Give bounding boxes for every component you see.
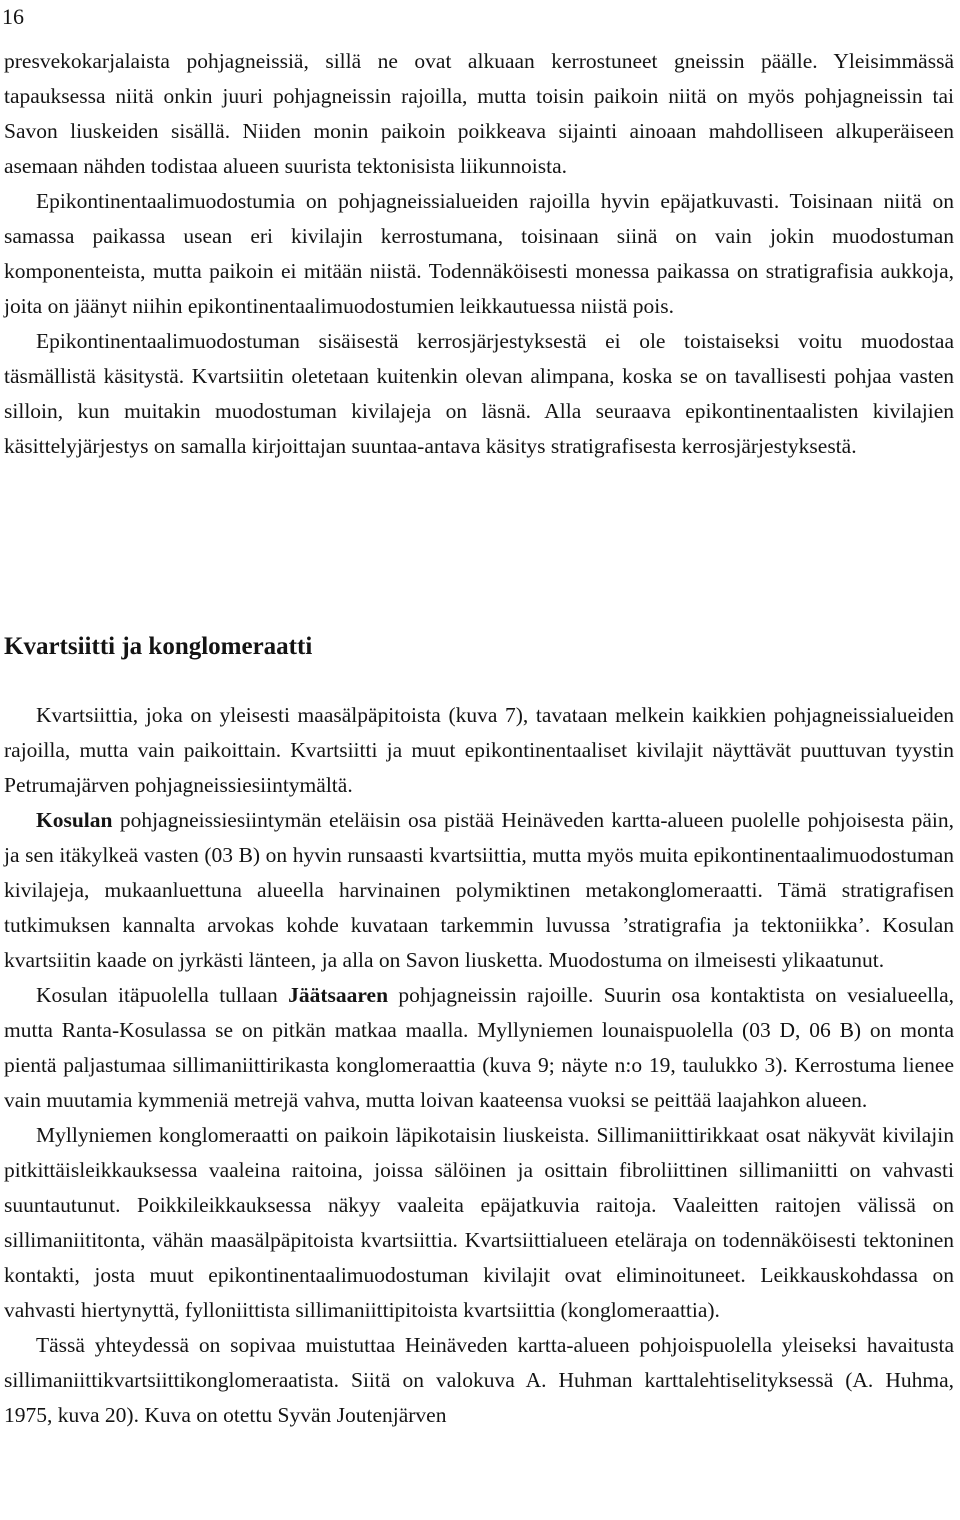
intro-paragraph-1: presvekokarjalaista pohjagneissiä, sillä ne ovat alkuaan kerrostuneet gneissin päälle. Yleisimmässä tapauksessa niitä onkin juuri pohjagneissin rajoilla, mutta toisin paikoin niitä on myös pohjagneissin tai Savon liuskeiden sisällä. Niiden monin paikoin poikkeava sijainti ainoaan mahdolliseen alkuperäiseen asemaan nähden todistaa alueen suurista tektonisista liikunnoista. [4,49,954,178]
page-number: 16 [2,4,24,29]
section-paragraph-3 [4,978,954,1118]
section-heading: Kvartsiitti ja konglomeraatti [4,633,313,660]
bold-term-jaatsaaren: Jäätsaaren [288,983,389,1007]
paragraph-3-start: Kosulan itäpuolella tullaan [36,983,289,1007]
section-paragraph-2 [4,803,954,978]
intro-paragraph-2: Epikontinentaalimuodostumia on pohjagneissialueiden rajoilla hyvin epäjatkuvasti. Toisinaan niitä on samassa paikassa usean eri kivilajin kerrostumana, toisinaan siinä on vain jokin muodostuman komponenteista, mutta paikoin ei mitään niistä. Todennäköisesti monessa paikassa on stratigrafisia aukkoja, joita on jäänyt niihin epikontinentaalimuodostumien leikkautuessa niistä pois. [4,189,954,318]
intro-text [4,44,954,464]
section-paragraph-4: Myllyniemen konglomeraatti on paikoin läpikotaisin liuskeista. Sillimaniittirikkaat osat näkyvät kivilajin pitkittäisleikkauksessa vaaleina raitoina, joissa sälöinen ja osittain fibroliittinen sillimaniitti on vahvasti suuntautunut. Poikkileikkauksessa näkyy vaaleita epäjatkuvia raitoja. Vaaleitten raitojen välissä on sillimaniititonta, vähän maasälpäpitoista kvartsiittia. Kvartsiittialueen eteläraja on todennäköisesti tektoninen kontakti, josta muut epikontinentaalimuodostuman kivilajit ovat eliminoituneet. Leikkauskohdassa on vahvasti hiertynyttä, fylloniittista sillimaniittipitoista kvartsiittia (konglomeraattia). [4,1123,954,1322]
section-paragraph-1: Kvartsiittia, joka on yleisesti maasälpäpitoista (kuva 7), tavataan melkein kaikkien pohjagneissialueiden rajoilla, mutta vain paikoittain. Kvartsiitti ja muut epikontinentaaliset kivilajit näyttävät puuttuvan tyystin Petrumajärven pohjagneissiesiintymältä. [4,703,954,797]
paragraph-3-text: pohjagneissin rajoille. Suurin osa kontaktista on vesialueella, mutta Ranta-Kosulassa se on pitkän matkaa maalla. Myllyniemen lounaispuolella (03 D, 06 B) on monta pientä paljastumaa sillimaniittirikasta konglomeraattia (kuva 9; näyte n:o 19, taulukko 3). Kerrostuma lienee vain muutamia kymmeniä metrejä vahva, mutta loivan kaateensa vuoksi se peittää laajahkon alueen. [4,983,954,1112]
section-text [4,698,954,1433]
section-paragraph-5: Tässä yhteydessä on sopivaa muistuttaa Heinäveden kartta-alueen pohjoispuolella yleiseksi havaitusta sillimaniittikvartsiittikonglomeraatista. Siitä on valokuva A. Huhman karttalehtiselityksessä (A. Huhma, 1975, kuva 20). Kuva on otettu Syvän Joutenjärven [4,1333,954,1427]
bold-term-kosulan: Kosulan [36,808,113,832]
intro-paragraph-3: Epikontinentaalimuodostuman sisäisestä kerrosjärjestyksestä ei ole toistaiseksi voitu muodostaa täsmällistä käsitystä. Kvartsiitin oletetaan kuitenkin olevan alimpana, koska se on tavallisesti pohjaa vasten silloin, kun muitakin muodostuman kivilajeja on läsnä. Alla seuraava epikontinentaalisten kivilajien käsittelyjärjestys on samalla kirjoittajan suuntaa-antava käsitys stratigrafisesta kerrosjärjestyksestä. [4,329,954,458]
paragraph-2-text: pohjagneissiesiintymän eteläisin osa pistää Heinäveden kartta-alueen puolelle pohjoisesta päin, ja sen itäkylkeä vasten (03 B) on hyvin runsaasti kvartsiittia, mutta myös muita epikontinentaalimuodostuman kivilajeja, mukaanluettuna alueella harvinainen polymiktinen metakonglomeraatti. Tämä stratigrafisen tutkimuksen kannalta arvokas kohde kuvataan tarkemmin luvussa ’stratigrafia ja tektoniikka’. Kosulan kvartsiitin kaade on jyrkästi länteen, ja alla on Savon liusketta. Muodostuma on ilmeisesti ylikaatunut. [4,808,954,972]
